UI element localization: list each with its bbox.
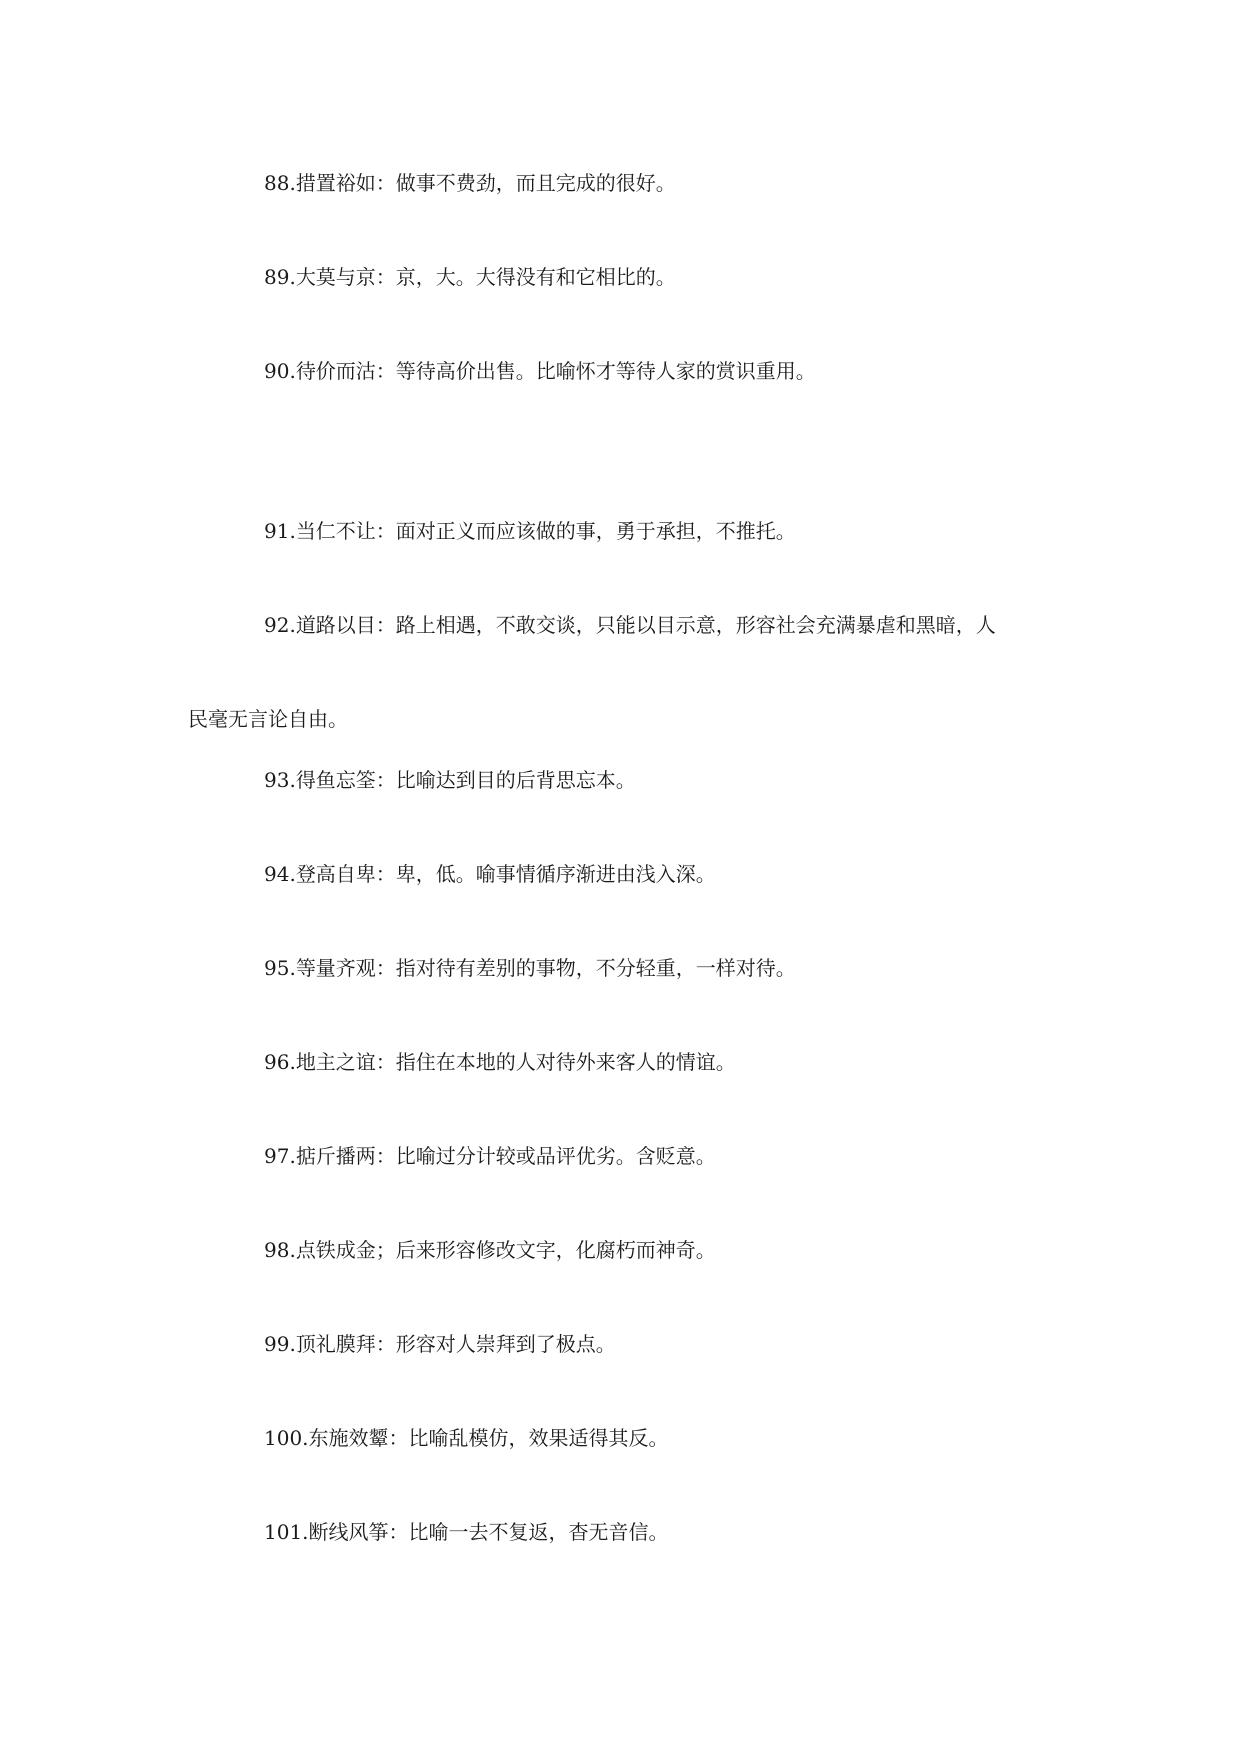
entry-number: 94. — [264, 862, 296, 886]
idiom-entry-95 — [188, 921, 1068, 1015]
entry-number: 99. — [264, 1332, 296, 1356]
entry-number: 96. — [264, 1050, 296, 1074]
entry-text: 等量齐观：指对待有差别的事物，不分轻重，一样对待。 — [295, 956, 796, 980]
idiom-entry-101 — [188, 1485, 1068, 1579]
entry-number: 98. — [264, 1238, 296, 1262]
idiom-entry-97 — [188, 1109, 1068, 1203]
entry-text: 道路以目：路上相遇，不敢交谈，只能以目示意，形容社会充满暴虐和黑暗，人 — [295, 613, 996, 637]
idiom-entry-89 — [188, 230, 1068, 324]
entry-number: 95. — [264, 956, 296, 980]
entry-text: 当仁不让：面对正义而应该做的事，勇于承担，不推托。 — [295, 519, 796, 543]
idiom-entry-100 — [188, 1391, 1068, 1485]
entry-text: 待价而沽：等待高价出售。比喻怀才等待人家的赏识重用。 — [295, 359, 816, 383]
entry-text: 点铁成金；后来形容修改文字，化腐朽而神奇。 — [295, 1238, 716, 1262]
entry-number: 101. — [264, 1520, 309, 1544]
idiom-entry-90 — [188, 324, 1068, 418]
entry-number: 88. — [264, 171, 296, 195]
idiom-entry-98 — [188, 1203, 1068, 1297]
entry-text: 断线风筝：比喻一去不复返，杳无音信。 — [308, 1520, 669, 1544]
entry-text: 大莫与京：京，大。大得没有和它相比的。 — [295, 265, 676, 289]
entry-number: 89. — [264, 265, 296, 289]
entry-continuation: 民毫无言论自由。 — [188, 707, 348, 731]
idiom-entry-94 — [188, 827, 1068, 921]
idiom-entry-93 — [188, 733, 1068, 827]
entry-text: 登高自卑：卑，低。喻事情循序渐进由浅入深。 — [295, 862, 716, 886]
idiom-entry-96 — [188, 1015, 1068, 1109]
entry-text: 地主之谊：指住在本地的人对待外来客人的情谊。 — [295, 1050, 736, 1074]
entry-number: 90. — [264, 359, 296, 383]
entry-number: 92. — [264, 613, 296, 637]
idiom-entry-88 — [188, 136, 1068, 230]
entry-text: 掂斤播两：比喻过分计较或品评优劣。含贬意。 — [295, 1144, 716, 1168]
entry-text: 东施效颦：比喻乱模仿，效果适得其反。 — [308, 1426, 669, 1450]
entry-number: 93. — [264, 768, 296, 792]
entry-text: 得鱼忘筌：比喻达到目的后背思忘本。 — [295, 768, 636, 792]
entry-number: 91. — [264, 519, 296, 543]
entry-text: 顶礼膜拜：形容对人崇拜到了极点。 — [295, 1332, 616, 1356]
idiom-entry-99 — [188, 1297, 1068, 1391]
idiom-entry-91 — [188, 484, 1068, 578]
entry-number: 100. — [264, 1426, 309, 1450]
entry-number: 97. — [264, 1144, 296, 1168]
entry-text: 措置裕如：做事不费劲，而且完成的很好。 — [295, 171, 676, 195]
